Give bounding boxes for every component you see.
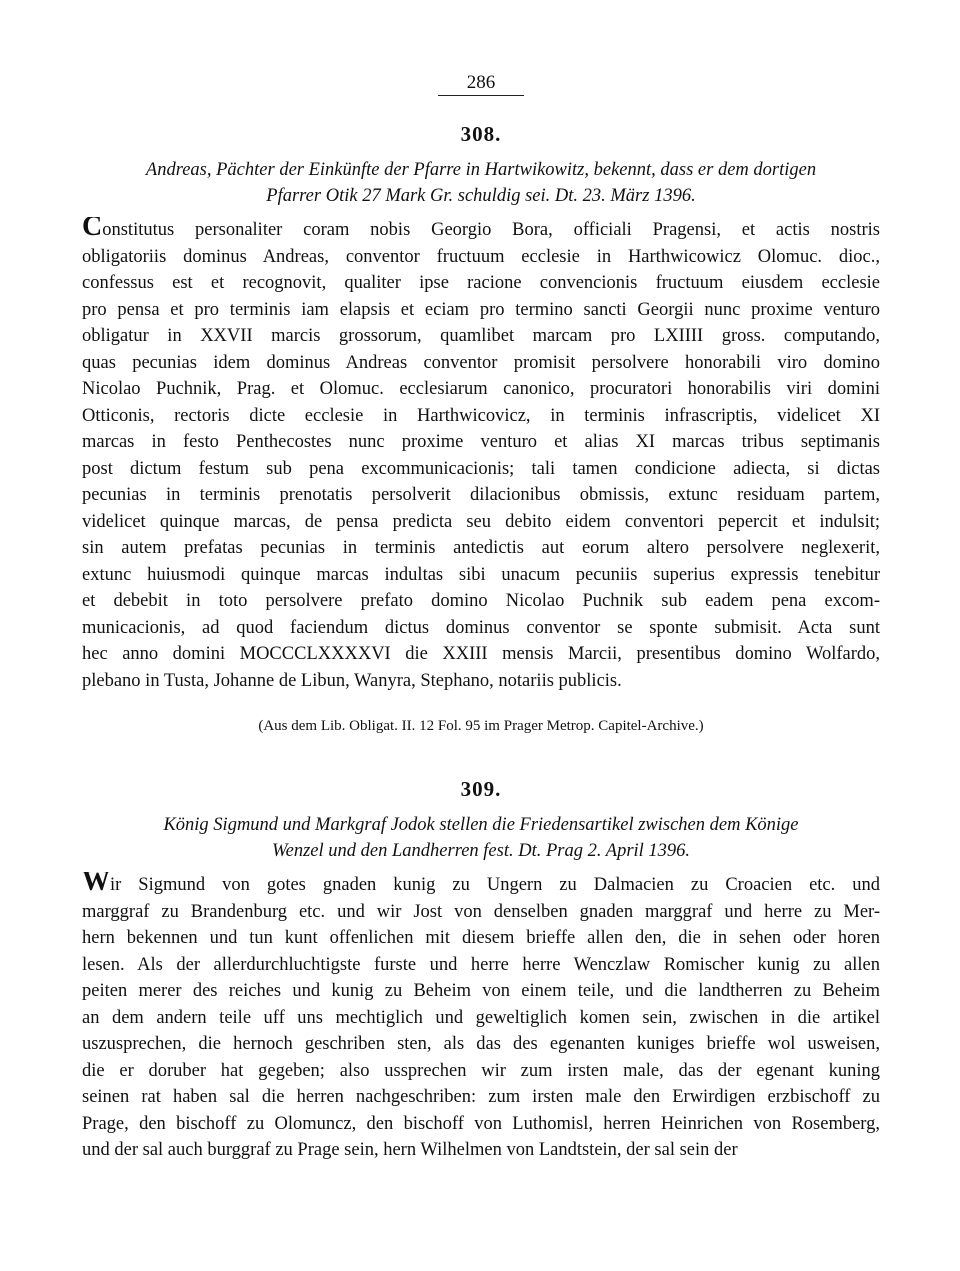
text-line xyxy=(82,952,880,979)
line-text: die er doruber hat gegeben; also ussprechen wir zum irsten male, das der egenant kuning xyxy=(82,1060,880,1081)
line-text: pro pensa et pro terminis iam elapsis et eciam pro termino sancti Georgii nunc proxime venturo xyxy=(82,299,880,320)
document-309 xyxy=(82,777,880,1164)
line-text: extunc huiusmodi quinque marcas indultas sibi unacum pecuniis superius expressis tenebitur xyxy=(82,564,880,585)
line-text: confessus est et recognovit, qualiter ipse racione convencionis fructuum eiusdem ecclesie xyxy=(82,273,880,293)
line-text: peiten merer des reiches und kunig zu Beheim von einem teile, und die landtherren zu Beheim xyxy=(82,981,880,1001)
text-line xyxy=(82,562,880,589)
text-line xyxy=(82,1084,880,1111)
text-line xyxy=(82,403,880,430)
text-line xyxy=(82,641,880,668)
line-text: ir Sigmund von gotes gnaden kunig zu Ungern zu Dalmacien zu Croacien etc. und xyxy=(110,875,880,895)
line-text: obligatoriis dominus Andreas, conventor fructuum ecclesie in Harthwicowicz Olomuc. dioc., xyxy=(82,246,880,267)
text-line xyxy=(82,456,880,483)
text-line xyxy=(82,1111,880,1138)
line-text: lesen. Als der allerdurchluchtigste furste und herre herre Wenczlaw Romischer kunig zu allen xyxy=(82,954,880,975)
text-line xyxy=(82,1137,880,1164)
line-text: obligatur in XXVII marcis grossorum, quamlibet marcam pro LXIIII gross. computando, xyxy=(82,326,880,346)
document-body xyxy=(82,217,880,694)
text-line xyxy=(82,872,880,899)
text-line xyxy=(82,429,880,456)
line-text: municacionis, ad quod faciendum dictus dominus conventor se sponte submisit. Acta sunt xyxy=(82,617,880,638)
text-line xyxy=(82,270,880,297)
text-line xyxy=(82,535,880,562)
page xyxy=(82,72,880,1164)
text-line xyxy=(82,350,880,377)
document-heading xyxy=(82,812,880,864)
source-note: (Aus dem Lib. Obligat. II. 12 Fol. 95 im Prager Metrop. Capitel-Archive.) xyxy=(258,718,704,734)
line-text: Nicolao Puchnik, Prag. et Olomuc. ecclesiarum canonico, procuratori honorabilis viri domini xyxy=(82,379,880,399)
line-text: hern bekennen und tun kunt offenlichen mit diesem brieffe allen den, die in sehen oder horen xyxy=(82,928,880,948)
line-text: post dictum festum sub pena excommunicacionis; tali tamen condicione adiecta, si dictas xyxy=(82,458,880,479)
line-text: videlicet quinque marcas, de pensa predicta seu debito eidem conventori pepercit et indulsit; xyxy=(82,511,880,532)
line-text: und der sal auch burggraf zu Prage sein, hern Wilhelmen von Landtstein, der sal sein der xyxy=(82,1140,738,1160)
page-number: 286 xyxy=(466,72,496,93)
document-number: 308. xyxy=(460,122,502,146)
line-text: marcas in festo Penthecostes nunc proxime venturo et alias XI marcas tribus septimanis xyxy=(82,432,880,452)
document-number: 309. xyxy=(460,777,502,801)
line-text: Prage, den bischoff zu Olomuncz, den bischoff von Luthomisl, herren Heinrichen von Rosemberg, xyxy=(82,1113,880,1134)
text-line xyxy=(82,244,880,271)
text-line xyxy=(82,925,880,952)
text-line xyxy=(82,376,880,403)
text-line xyxy=(82,323,880,350)
text-line xyxy=(82,1005,880,1032)
line-text: quas pecunias idem dominus Andreas conventor promisit persolvere honorabili viro domino xyxy=(82,352,880,373)
line-text: sin autem prefatas pecunias in terminis antedictis aut eorum altero persolvere neglexerit, xyxy=(82,538,880,558)
line-text: onstitutus personaliter coram nobis Georgio Bora, officiali Pragensi, et actis nostris xyxy=(102,220,880,240)
heading-line: Wenzel und den Landherren fest. Dt. Prag 2. April 1396. xyxy=(271,841,691,861)
text-line xyxy=(82,899,880,926)
line-text: seinen rat haben sal die herren nachgeschriben: zum irsten male den Erwirdigen erzbischoff zu xyxy=(82,1087,880,1107)
heading-line: König Sigmund und Markgraf Jodok stellen die Friedensartikel zwischen dem Könige xyxy=(163,815,799,835)
heading-line: Andreas, Pächter der Einkünfte der Pfarre in Hartwikowitz, bekennt, dass er dem dortigen xyxy=(145,160,817,180)
text-line xyxy=(82,668,880,695)
line-text: marggraf zu Brandenburg etc. und wir Jost von denselben gnaden marggraf und herre zu Mer- xyxy=(82,901,880,922)
text-line xyxy=(82,615,880,642)
line-text: plebano in Tusta, Johanne de Libun, Wanyra, Stephano, notariis publicis. xyxy=(82,670,622,691)
text-line xyxy=(82,1031,880,1058)
text-line xyxy=(82,297,880,324)
heading-line: Pfarrer Otik 27 Mark Gr. schuldig sei. Dt. 23. März 1396. xyxy=(266,186,696,206)
drop-cap: W xyxy=(82,872,110,897)
drop-cap: C xyxy=(82,217,103,242)
line-text: hec anno domini MOCCCLXXXXVI die XXIII mensis Marcii, presentibus domino Wolfardo, xyxy=(82,644,880,664)
text-line xyxy=(82,217,880,244)
document-body xyxy=(82,872,880,1164)
document-heading xyxy=(82,157,880,209)
document-308 xyxy=(82,122,880,735)
line-text: uszusprechen, die hernoch geschriben sten, als das des egenanten kuniges brieffe wol usweisen, xyxy=(82,1034,880,1054)
text-line xyxy=(82,978,880,1005)
line-text: Otticonis, rectoris dicte ecclesie in Harthwicovicz, in terminis infrascriptis, videlicet XI xyxy=(82,405,880,426)
line-text: et debebit in toto persolvere prefato domino Nicolao Puchnik sub eadem pena excom- xyxy=(82,591,880,611)
text-line xyxy=(82,1058,880,1085)
text-line xyxy=(82,509,880,536)
page-number-rule xyxy=(438,95,524,96)
line-text: pecunias in terminis prenotatis persolverit dilacionibus obmissis, extunc residuam partem, xyxy=(82,485,880,505)
line-text: an dem andern teile uff uns mechtiglich und geweltiglich komen sein, zwischen in die artikel xyxy=(82,1007,880,1028)
text-line xyxy=(82,588,880,615)
text-line xyxy=(82,482,880,509)
